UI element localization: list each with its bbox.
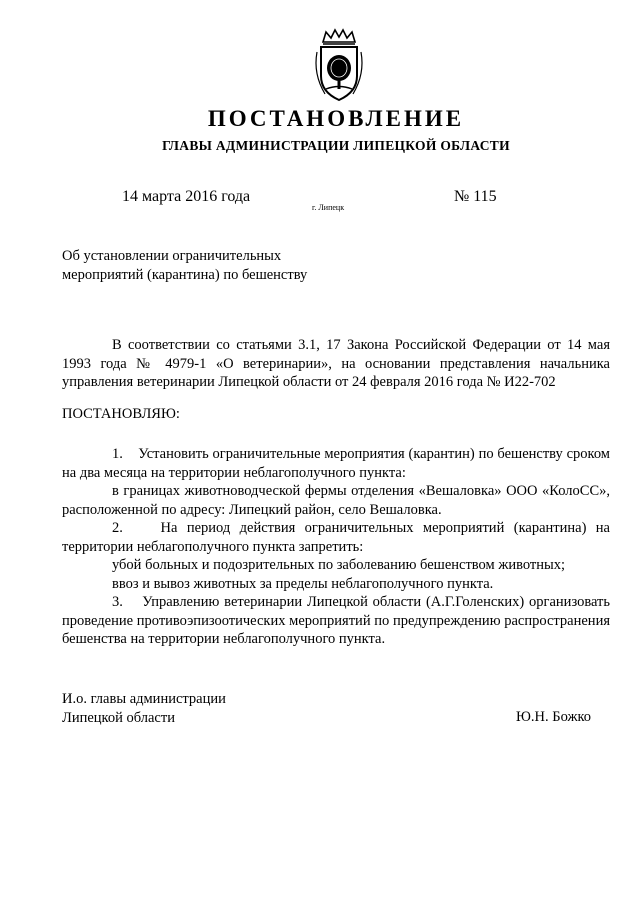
signatory-name: Ю.Н. Божко	[516, 709, 592, 725]
coat-of-arms-icon	[309, 28, 369, 102]
decree-word: ПОСТАНОВЛЯЮ:	[62, 406, 180, 422]
decree-item: 2. На период действия ограничительных мероприятий (карантина) на территории неблагополучного пункта запретить:	[62, 520, 610, 555]
signatory-position	[62, 690, 226, 728]
decree-item: 3. Управлению ветеринарии Липецкой области (А.Г.Голенских) организовать проведение противоэпизоотических мероприятий по предупреждению распространения бешенства на территории неблагополучного пункта.	[62, 594, 610, 647]
document-number: № 115	[454, 188, 497, 205]
decree-item: 1. Установить ограничительные мероприятия (карантин) по бешенству сроком на два месяца на территории неблагополучного пункта:	[62, 446, 610, 481]
decree-item: убой больных и подозрительных по заболеванию бешенством животных;	[112, 557, 566, 573]
subject-line: мероприятий (карантина) по бешенству	[62, 267, 308, 283]
document-subject	[62, 247, 307, 285]
document-date: 14 марта 2016 года	[122, 188, 251, 205]
document-city: г. Липецк	[312, 203, 345, 212]
signatory-position-line: И.о. главы администрации	[62, 691, 226, 707]
decree-item: в границах животноводческой фермы отделения «Вешаловка» ООО «КолоСС», расположенной по адресу: Липецкий район, село Вешаловка.	[62, 483, 610, 518]
decree-items	[62, 445, 610, 649]
document-title: ПОСТАНОВЛЕНИЕ	[207, 106, 465, 131]
decree-section	[62, 405, 610, 424]
preamble-section	[62, 336, 610, 392]
document-subtitle: ГЛАВЫ АДМИНИСТРАЦИИ ЛИПЕЦКОЙ ОБЛАСТИ	[162, 138, 510, 153]
decree-item: ввоз и вывоз животных за пределы неблагополучного пункта.	[112, 575, 494, 592]
subject-line: Об установлении ограничительных	[62, 248, 282, 264]
preamble-paragraph: В соответствии со статьями 3.1, 17 Закона Российской Федерации от 14 мая 1993 года № 4979-1 «О ветеринарии», на основании представления начальника управления ветеринарии Липецкой области от 24 февраля 2016 года № И22-702	[62, 337, 610, 390]
signatory-position-line: Липецкой области	[62, 710, 175, 726]
